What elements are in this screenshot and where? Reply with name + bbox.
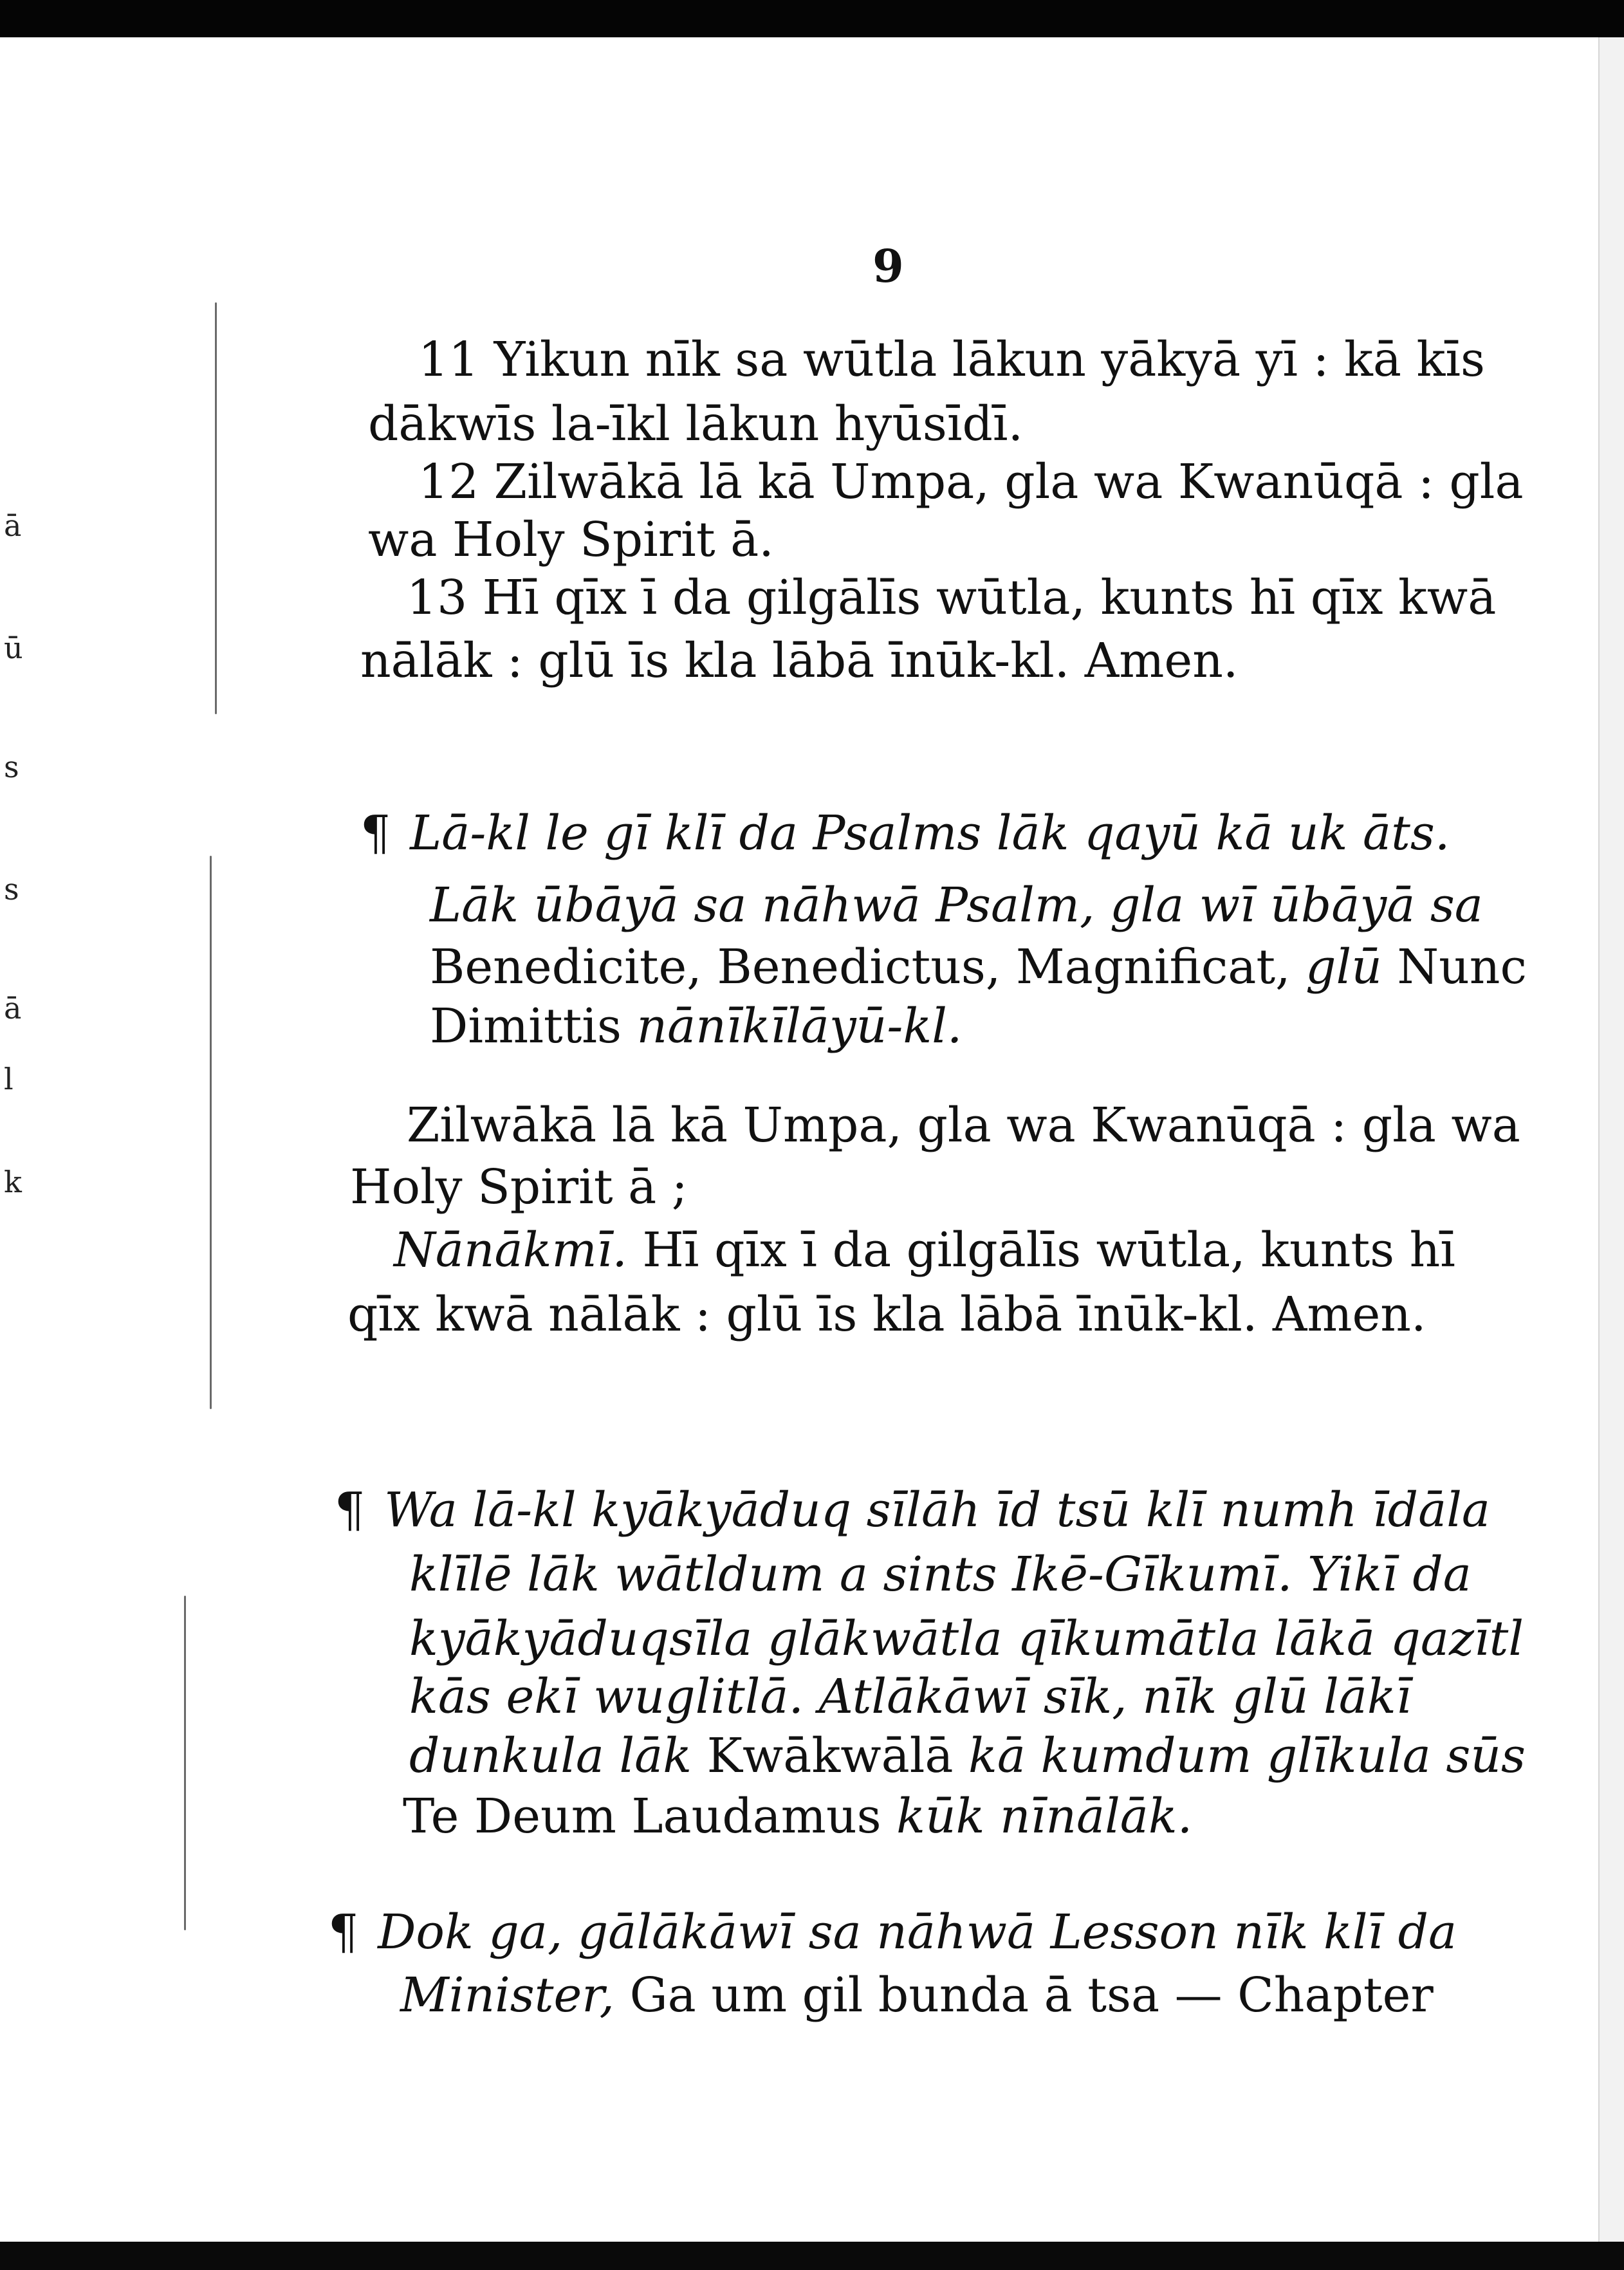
verse-13-line-2: nālāk : glū īs kla lābā īnūk-kl. Amen. [360,633,1239,688]
rubric-line-italic: kūk nīnālāk. [896,1789,1193,1844]
rubric-line: Lā-kl le gī klī da Psalms lāk qayū kā uk āts. [410,806,1450,861]
rubric-line-roman: Nunc [1381,939,1527,995]
verse-11-line-1: 11 Yikun nīk sa wūtla lākun yākyā yī : kā kīs [418,332,1486,387]
gloria-response: Nānākmī. [394,1223,627,1278]
scan-right-edge [1598,37,1624,2242]
gutter-line [210,856,212,1409]
pilcrow: ¶ [360,806,391,861]
margin-letter: s [4,872,19,907]
gutter-line [215,302,217,714]
scan-bottom-border [0,2242,1624,2270]
rubric-line-roman: Benedicite, Benedictus, Magnificat, [430,939,1306,995]
margin-letter: ā [4,991,22,1026]
margin-letter: k [4,1165,22,1199]
gloria-line: qīx kwā nālāk : glū īs kla lābā īnūk-kl. Amen. [347,1287,1426,1342]
page-number: 9 [872,239,904,293]
rubric-line-roman: Ga um gil bunda ā tsa — Chapter [614,1968,1434,2023]
gutter-line [184,1596,186,1930]
gloria-line: Hī qīx ī da gilgālīs wūtla, kunts hī [627,1223,1455,1278]
rubric-line: Wa lā-kl kyākyāduq sīlāh īd tsū klī numh īdāla [384,1482,1491,1538]
pilcrow: ¶ [328,1905,359,1960]
rubric-line-italic: kā kumdum glīkula sūs [968,1728,1526,1784]
verse-13-line-1: 13 Hī qīx ī da gilgālīs wūtla, kunts hī qīx kwā [407,570,1497,625]
gloria-line: Zilwākā lā kā Umpa, gla wa Kwanūqā : gla wa [407,1098,1520,1153]
rubric-line: klīlē lāk wātldum a sints Ikē-Gīkumī. Yikī da [409,1547,1472,1602]
rubric-line-italic: dunkula lāk [409,1728,707,1784]
rubric-line-roman: Te Deum Laudamus [403,1789,897,1844]
margin-letter: s [4,750,19,784]
rubric-line: Dok ga, gālākāwī sa nāhwā Lesson nīk klī da [378,1905,1457,1960]
margin-letter: l [4,1062,14,1096]
verse-11-line-2: dākwīs la-īkl lākun hyūsīdī. [368,396,1024,452]
margin-letter: ū [4,631,23,665]
scan-top-border [0,0,1624,37]
rubric-line-italic: Minister, [400,1968,615,2023]
rubric-line-italic: glū [1306,939,1382,995]
margin-letter: ā [4,508,22,543]
rubric-line: kyākyāduqsīla glākwātla qīkumātla lākā qazītl [409,1611,1524,1666]
rubric-line-italic: nānīkīlāyū-kl. [636,999,963,1054]
gloria-line: Holy Spirit ā ; [350,1159,688,1215]
rubric-line: kās ekī wuglitlā. Atlākāwī sīk, nīk glū lākī [409,1669,1412,1724]
verse-12-line-2: wa Holy Spirit ā. [368,512,774,568]
pilcrow: ¶ [335,1482,365,1538]
verse-12-line-1: 12 Zilwākā lā kā Umpa, gla wa Kwanūqā : gla [418,454,1524,510]
rubric-line: Lāk ūbāyā sa nāhwā Psalm, gla wī ūbāyā sa [430,878,1483,933]
rubric-line-roman: Kwākwālā [706,1728,969,1784]
rubric-line-roman: Dimittis [430,999,637,1054]
